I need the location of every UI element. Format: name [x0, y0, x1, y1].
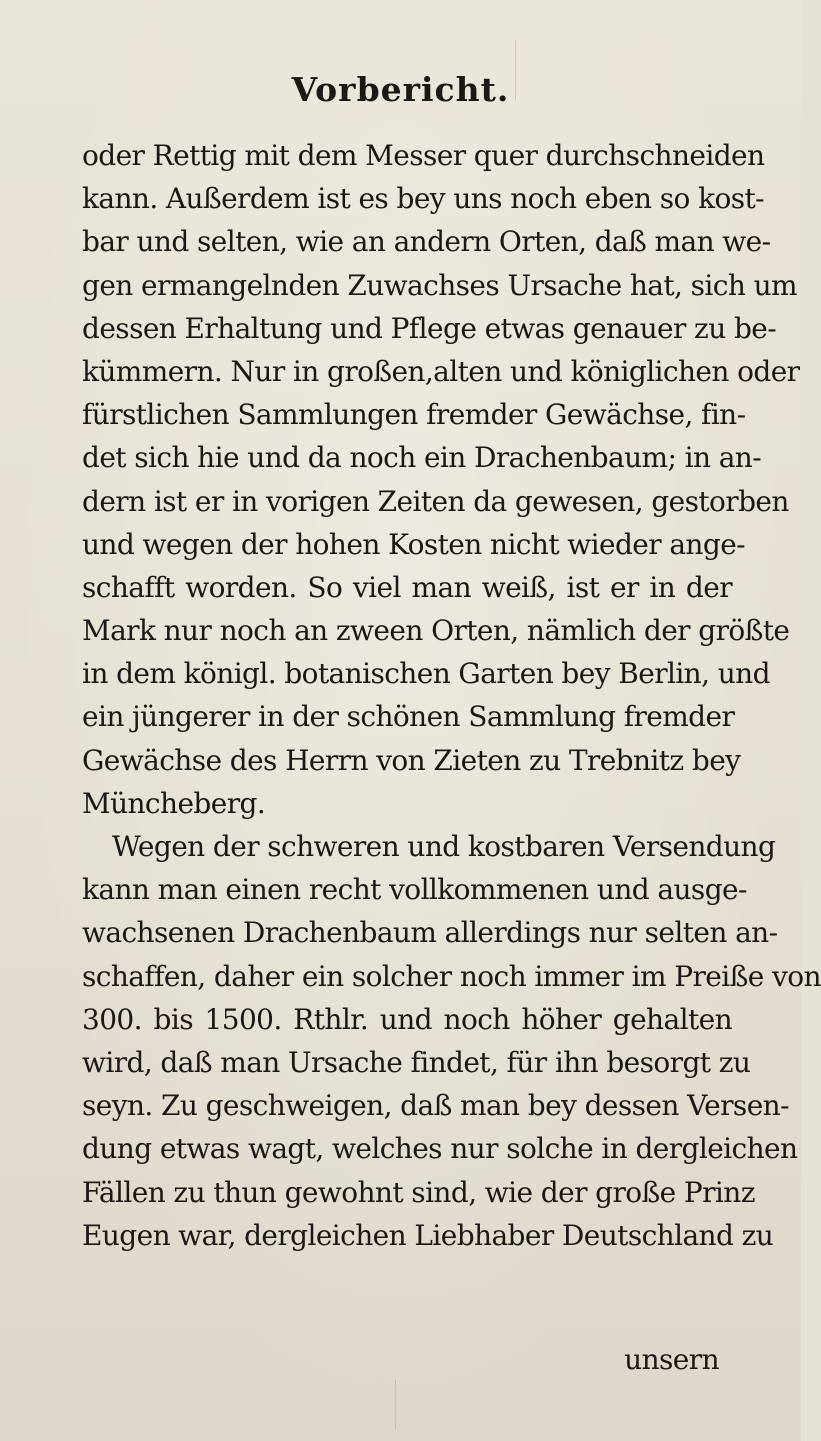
text-line: kann man einen recht vollkommenen und ausge-: [82, 873, 747, 907]
text-line: wird, daß man Ursache findet, für ihn besorgt zu: [82, 1045, 751, 1079]
paper-crease: [395, 1380, 396, 1430]
text-line: dessen Erhaltung und Pflege etwas genauer zu be-: [82, 311, 777, 345]
text-line: in dem königl. botanischen Garten bey Berlin, und: [82, 657, 770, 691]
text-line: wachsenen Drachenbaum allerdings nur selten an-: [82, 916, 778, 950]
text-line: Eugen war, dergleichen Liebhaber Deutschland zu: [82, 1218, 774, 1252]
text-line: Gewächse des Herrn von Zieten zu Trebnitz bey: [82, 743, 741, 777]
text-line: oder Rettig mit dem Messer quer durchschneiden: [82, 139, 765, 172]
body-text: [82, 134, 821, 1257]
text-line: bar und selten, wie an andern Orten, daß man we-: [82, 225, 771, 259]
text-line: ein jüngerer in der schönen Sammlung fremder: [82, 700, 735, 734]
text-line: Fällen zu thun gewohnt sind, wie der große Prinz: [82, 1175, 755, 1209]
text-line: kümmern. Nur in großen,alten und königlichen oder: [82, 354, 800, 388]
text-line: dung etwas wagt, welches nur solche in dergleichen: [82, 1132, 798, 1166]
text-line: Müncheberg.: [82, 786, 266, 820]
text-line: det sich hie und da noch ein Drachenbaum; in an-: [82, 441, 762, 475]
text-line: schafft worden. So viel man weiß, ist er in der: [82, 570, 732, 604]
text-line: kann. Außerdem ist es bey uns noch eben so kost-: [82, 182, 764, 216]
text-line: seyn. Zu geschweigen, daß man bey dessen Versen-: [82, 1089, 789, 1123]
page-header: Vorbericht.: [291, 70, 510, 109]
text-line: fürstlichen Sammlungen fremder Gewächse, fin-: [82, 398, 746, 432]
text-line: dern ist er in vorigen Zeiten da gewesen, gestorben: [82, 484, 789, 518]
text-line: und wegen der hohen Kosten nicht wieder ange-: [82, 527, 746, 561]
text-line: schaffen, daher ein solcher noch immer im Preiße von: [82, 959, 821, 993]
text-line: Wegen der schweren und kostbaren Versendung: [112, 830, 776, 863]
text-line: gen ermangelnden Zuwachses Ursache hat, sich um: [82, 268, 797, 302]
text-line: 300. bis 1500. Rthlr. und noch höher gehalten: [82, 1002, 732, 1036]
catchword: unsern: [624, 1343, 719, 1376]
text-line: Mark nur noch an zween Orten, nämlich der größte: [82, 614, 790, 648]
